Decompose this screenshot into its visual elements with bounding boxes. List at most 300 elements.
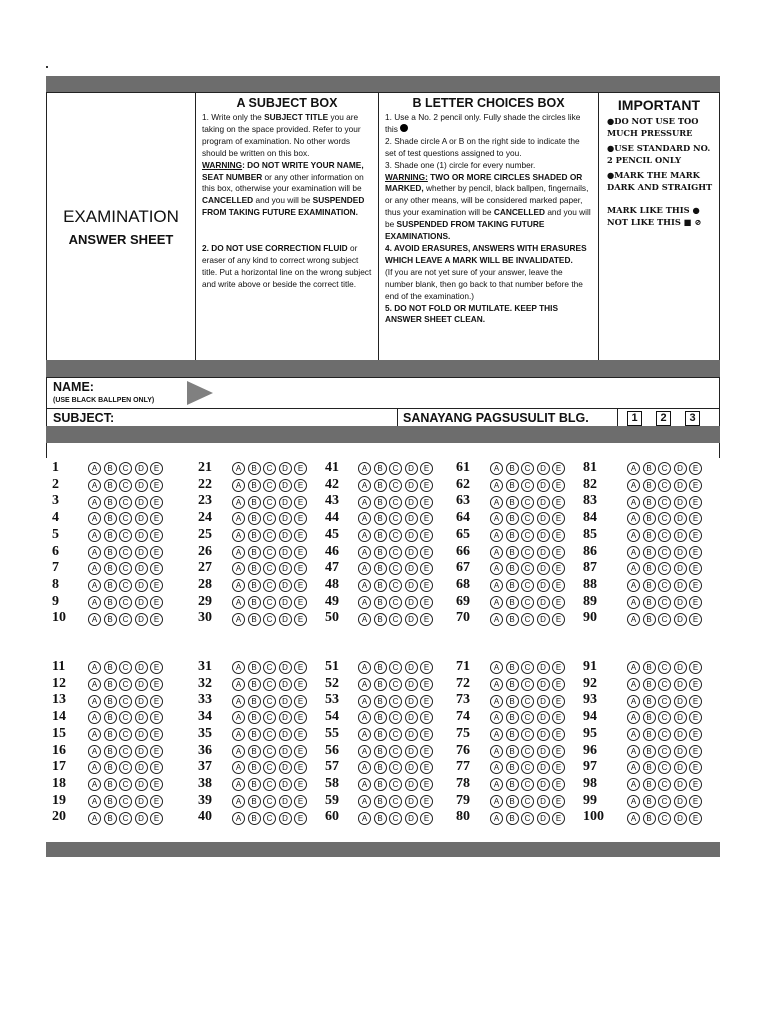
choice-bubble-a[interactable]: A — [490, 761, 503, 774]
choice-bubble-a[interactable]: A — [232, 761, 245, 774]
choice-bubble-c[interactable]: C — [658, 479, 671, 492]
choice-bubble-c[interactable]: C — [389, 512, 402, 525]
choice-bubble-e[interactable]: E — [552, 613, 565, 626]
choice-bubble-e[interactable]: E — [552, 529, 565, 542]
choice-bubble-d[interactable]: D — [674, 529, 687, 542]
choice-bubble-b[interactable]: B — [104, 812, 117, 825]
choice-bubble-c[interactable]: C — [119, 695, 132, 708]
choice-bubble-a[interactable]: A — [490, 546, 503, 559]
choice-bubble-b[interactable]: B — [643, 462, 656, 475]
choice-bubble-d[interactable]: D — [674, 546, 687, 559]
choice-bubble-d[interactable]: D — [135, 728, 148, 741]
choice-bubble-a[interactable]: A — [358, 745, 371, 758]
choice-bubble-e[interactable]: E — [150, 596, 163, 609]
choice-bubble-b[interactable]: B — [104, 795, 117, 808]
choice-bubble-e[interactable]: E — [150, 479, 163, 492]
choice-bubble-e[interactable]: E — [294, 661, 307, 674]
choice-bubble-a[interactable]: A — [232, 579, 245, 592]
choice-bubble-d[interactable]: D — [537, 711, 550, 724]
choice-bubble-b[interactable]: B — [506, 795, 519, 808]
choice-bubble-c[interactable]: C — [263, 529, 276, 542]
choice-bubble-c[interactable]: C — [658, 812, 671, 825]
choice-bubble-e[interactable]: E — [689, 479, 702, 492]
choice-bubble-c[interactable]: C — [658, 795, 671, 808]
choice-bubble-d[interactable]: D — [537, 496, 550, 509]
choice-bubble-e[interactable]: E — [420, 695, 433, 708]
choice-bubble-e[interactable]: E — [689, 812, 702, 825]
choice-bubble-c[interactable]: C — [521, 546, 534, 559]
choice-bubble-c[interactable]: C — [263, 812, 276, 825]
choice-bubble-c[interactable]: C — [263, 512, 276, 525]
choice-bubble-d[interactable]: D — [674, 795, 687, 808]
choice-bubble-c[interactable]: C — [119, 462, 132, 475]
choice-bubble-b[interactable]: B — [506, 529, 519, 542]
choice-bubble-a[interactable]: A — [490, 562, 503, 575]
choice-bubble-a[interactable]: A — [232, 728, 245, 741]
choice-bubble-a[interactable]: A — [627, 479, 640, 492]
choice-bubble-d[interactable]: D — [674, 695, 687, 708]
choice-bubble-b[interactable]: B — [643, 496, 656, 509]
choice-bubble-d[interactable]: D — [537, 512, 550, 525]
choice-bubble-c[interactable]: C — [119, 529, 132, 542]
choice-bubble-e[interactable]: E — [420, 678, 433, 691]
choice-bubble-c[interactable]: C — [263, 795, 276, 808]
choice-bubble-c[interactable]: C — [521, 613, 534, 626]
choice-bubble-a[interactable]: A — [627, 795, 640, 808]
choice-bubble-c[interactable]: C — [658, 596, 671, 609]
choice-bubble-c[interactable]: C — [521, 678, 534, 691]
choice-bubble-b[interactable]: B — [104, 496, 117, 509]
choice-bubble-b[interactable]: B — [374, 778, 387, 791]
choice-bubble-a[interactable]: A — [358, 462, 371, 475]
choice-bubble-c[interactable]: C — [119, 678, 132, 691]
choice-bubble-e[interactable]: E — [150, 711, 163, 724]
choice-bubble-e[interactable]: E — [420, 613, 433, 626]
choice-bubble-d[interactable]: D — [537, 579, 550, 592]
choice-bubble-a[interactable]: A — [627, 546, 640, 559]
choice-bubble-c[interactable]: C — [263, 562, 276, 575]
choice-bubble-c[interactable]: C — [521, 579, 534, 592]
choice-bubble-c[interactable]: C — [521, 596, 534, 609]
choice-bubble-b[interactable]: B — [104, 728, 117, 741]
choice-bubble-b[interactable]: B — [104, 711, 117, 724]
choice-bubble-a[interactable]: A — [490, 613, 503, 626]
choice-bubble-c[interactable]: C — [119, 661, 132, 674]
choice-bubble-d[interactable]: D — [135, 711, 148, 724]
choice-bubble-b[interactable]: B — [248, 661, 261, 674]
choice-bubble-b[interactable]: B — [506, 479, 519, 492]
choice-bubble-d[interactable]: D — [537, 462, 550, 475]
choice-bubble-a[interactable]: A — [232, 613, 245, 626]
choice-bubble-e[interactable]: E — [420, 711, 433, 724]
choice-bubble-b[interactable]: B — [248, 562, 261, 575]
choice-bubble-d[interactable]: D — [405, 761, 418, 774]
choice-bubble-a[interactable]: A — [232, 496, 245, 509]
choice-bubble-c[interactable]: C — [263, 761, 276, 774]
choice-bubble-a[interactable]: A — [627, 596, 640, 609]
choice-bubble-d[interactable]: D — [405, 579, 418, 592]
choice-bubble-e[interactable]: E — [689, 462, 702, 475]
choice-bubble-e[interactable]: E — [420, 479, 433, 492]
choice-bubble-b[interactable]: B — [248, 812, 261, 825]
choice-bubble-e[interactable]: E — [294, 678, 307, 691]
choice-bubble-b[interactable]: B — [643, 695, 656, 708]
choice-bubble-b[interactable]: B — [643, 479, 656, 492]
choice-bubble-b[interactable]: B — [248, 596, 261, 609]
choice-bubble-e[interactable]: E — [689, 745, 702, 758]
choice-bubble-a[interactable]: A — [358, 728, 371, 741]
choice-bubble-b[interactable]: B — [643, 596, 656, 609]
choice-bubble-a[interactable]: A — [358, 613, 371, 626]
choice-bubble-c[interactable]: C — [521, 512, 534, 525]
choice-bubble-b[interactable]: B — [104, 661, 117, 674]
choice-bubble-e[interactable]: E — [552, 795, 565, 808]
choice-bubble-a[interactable]: A — [627, 711, 640, 724]
choice-bubble-e[interactable]: E — [294, 496, 307, 509]
choice-bubble-a[interactable]: A — [358, 678, 371, 691]
choice-bubble-e[interactable]: E — [150, 761, 163, 774]
choice-bubble-e[interactable]: E — [552, 678, 565, 691]
choice-bubble-d[interactable]: D — [674, 613, 687, 626]
choice-bubble-e[interactable]: E — [420, 546, 433, 559]
choice-bubble-d[interactable]: D — [674, 479, 687, 492]
choice-bubble-a[interactable]: A — [627, 529, 640, 542]
choice-bubble-b[interactable]: B — [643, 745, 656, 758]
choice-bubble-e[interactable]: E — [150, 462, 163, 475]
choice-bubble-e[interactable]: E — [294, 562, 307, 575]
choice-bubble-d[interactable]: D — [135, 613, 148, 626]
choice-bubble-b[interactable]: B — [104, 462, 117, 475]
choice-bubble-b[interactable]: B — [643, 678, 656, 691]
choice-bubble-d[interactable]: D — [405, 462, 418, 475]
choice-bubble-e[interactable]: E — [689, 761, 702, 774]
choice-bubble-c[interactable]: C — [263, 579, 276, 592]
choice-bubble-b[interactable]: B — [506, 745, 519, 758]
choice-bubble-c[interactable]: C — [658, 496, 671, 509]
choice-bubble-b[interactable]: B — [248, 695, 261, 708]
choice-bubble-a[interactable]: A — [88, 745, 101, 758]
choice-bubble-b[interactable]: B — [248, 795, 261, 808]
choice-bubble-a[interactable]: A — [232, 711, 245, 724]
choice-bubble-e[interactable]: E — [150, 795, 163, 808]
choice-bubble-c[interactable]: C — [389, 728, 402, 741]
choice-bubble-d[interactable]: D — [279, 812, 292, 825]
choice-bubble-b[interactable]: B — [643, 711, 656, 724]
choice-bubble-c[interactable]: C — [263, 695, 276, 708]
choice-bubble-e[interactable]: E — [420, 496, 433, 509]
choice-bubble-d[interactable]: D — [537, 812, 550, 825]
choice-bubble-e[interactable]: E — [294, 695, 307, 708]
choice-bubble-c[interactable]: C — [263, 613, 276, 626]
choice-bubble-c[interactable]: C — [521, 661, 534, 674]
choice-bubble-e[interactable]: E — [294, 728, 307, 741]
choice-bubble-a[interactable]: A — [232, 661, 245, 674]
choice-bubble-d[interactable]: D — [405, 711, 418, 724]
choice-bubble-a[interactable]: A — [358, 795, 371, 808]
choice-bubble-e[interactable]: E — [294, 479, 307, 492]
choice-bubble-e[interactable]: E — [294, 529, 307, 542]
choice-bubble-b[interactable]: B — [248, 462, 261, 475]
choice-bubble-b[interactable]: B — [374, 728, 387, 741]
choice-bubble-d[interactable]: D — [135, 812, 148, 825]
choice-bubble-e[interactable]: E — [294, 596, 307, 609]
choice-bubble-c[interactable]: C — [389, 613, 402, 626]
choice-bubble-b[interactable]: B — [104, 695, 117, 708]
choice-bubble-b[interactable]: B — [248, 613, 261, 626]
choice-bubble-d[interactable]: D — [279, 512, 292, 525]
choice-bubble-e[interactable]: E — [552, 745, 565, 758]
choice-bubble-b[interactable]: B — [506, 812, 519, 825]
choice-bubble-c[interactable]: C — [119, 711, 132, 724]
choice-bubble-c[interactable]: C — [389, 596, 402, 609]
choice-bubble-d[interactable]: D — [405, 745, 418, 758]
choice-bubble-c[interactable]: C — [389, 711, 402, 724]
choice-bubble-a[interactable]: A — [358, 661, 371, 674]
choice-bubble-d[interactable]: D — [279, 728, 292, 741]
choice-bubble-a[interactable]: A — [88, 678, 101, 691]
choice-bubble-a[interactable]: A — [358, 711, 371, 724]
choice-bubble-d[interactable]: D — [405, 596, 418, 609]
choice-bubble-e[interactable]: E — [689, 695, 702, 708]
choice-bubble-e[interactable]: E — [150, 512, 163, 525]
choice-bubble-a[interactable]: A — [627, 778, 640, 791]
choice-bubble-b[interactable]: B — [248, 761, 261, 774]
choice-bubble-e[interactable]: E — [150, 613, 163, 626]
choice-bubble-b[interactable]: B — [506, 546, 519, 559]
choice-bubble-e[interactable]: E — [294, 745, 307, 758]
choice-bubble-b[interactable]: B — [104, 512, 117, 525]
choice-bubble-e[interactable]: E — [150, 728, 163, 741]
choice-bubble-b[interactable]: B — [104, 745, 117, 758]
choice-bubble-a[interactable]: A — [358, 562, 371, 575]
choice-bubble-c[interactable]: C — [119, 512, 132, 525]
choice-bubble-a[interactable]: A — [627, 745, 640, 758]
choice-bubble-c[interactable]: C — [658, 512, 671, 525]
choice-bubble-b[interactable]: B — [506, 579, 519, 592]
choice-bubble-a[interactable]: A — [627, 661, 640, 674]
choice-bubble-b[interactable]: B — [643, 613, 656, 626]
choice-bubble-e[interactable]: E — [689, 546, 702, 559]
choice-bubble-d[interactable]: D — [405, 661, 418, 674]
choice-bubble-c[interactable]: C — [658, 711, 671, 724]
choice-bubble-c[interactable]: C — [263, 479, 276, 492]
choice-bubble-a[interactable]: A — [490, 462, 503, 475]
choice-bubble-b[interactable]: B — [374, 745, 387, 758]
choice-bubble-e[interactable]: E — [150, 529, 163, 542]
choice-bubble-d[interactable]: D — [279, 562, 292, 575]
choice-bubble-b[interactable]: B — [248, 529, 261, 542]
choice-bubble-b[interactable]: B — [374, 479, 387, 492]
choice-bubble-e[interactable]: E — [294, 546, 307, 559]
choice-bubble-a[interactable]: A — [88, 479, 101, 492]
choice-bubble-a[interactable]: A — [358, 812, 371, 825]
choice-bubble-d[interactable]: D — [405, 529, 418, 542]
choice-bubble-e[interactable]: E — [150, 745, 163, 758]
choice-bubble-a[interactable]: A — [490, 661, 503, 674]
choice-bubble-d[interactable]: D — [135, 479, 148, 492]
choice-bubble-c[interactable]: C — [521, 795, 534, 808]
choice-bubble-a[interactable]: A — [88, 695, 101, 708]
choice-bubble-e[interactable]: E — [150, 812, 163, 825]
choice-bubble-c[interactable]: C — [389, 812, 402, 825]
choice-bubble-d[interactable]: D — [135, 778, 148, 791]
choice-bubble-c[interactable]: C — [521, 562, 534, 575]
choice-bubble-d[interactable]: D — [674, 512, 687, 525]
choice-bubble-d[interactable]: D — [674, 562, 687, 575]
choice-bubble-d[interactable]: D — [405, 795, 418, 808]
choice-bubble-c[interactable]: C — [263, 661, 276, 674]
choice-bubble-e[interactable]: E — [689, 728, 702, 741]
choice-bubble-d[interactable]: D — [674, 728, 687, 741]
test-number-3[interactable]: 3 — [685, 411, 700, 426]
choice-bubble-a[interactable]: A — [88, 812, 101, 825]
choice-bubble-d[interactable]: D — [674, 579, 687, 592]
choice-bubble-c[interactable]: C — [521, 745, 534, 758]
choice-bubble-c[interactable]: C — [389, 745, 402, 758]
choice-bubble-c[interactable]: C — [119, 745, 132, 758]
choice-bubble-d[interactable]: D — [135, 546, 148, 559]
choice-bubble-b[interactable]: B — [643, 761, 656, 774]
choice-bubble-a[interactable]: A — [490, 711, 503, 724]
choice-bubble-b[interactable]: B — [104, 761, 117, 774]
choice-bubble-d[interactable]: D — [405, 695, 418, 708]
choice-bubble-a[interactable]: A — [232, 546, 245, 559]
choice-bubble-e[interactable]: E — [552, 546, 565, 559]
choice-bubble-d[interactable]: D — [537, 728, 550, 741]
choice-bubble-c[interactable]: C — [658, 678, 671, 691]
choice-bubble-d[interactable]: D — [135, 678, 148, 691]
choice-bubble-d[interactable]: D — [537, 596, 550, 609]
choice-bubble-e[interactable]: E — [689, 596, 702, 609]
choice-bubble-c[interactable]: C — [389, 479, 402, 492]
choice-bubble-b[interactable]: B — [248, 546, 261, 559]
choice-bubble-a[interactable]: A — [627, 678, 640, 691]
subject-input[interactable] — [157, 409, 397, 426]
choice-bubble-e[interactable]: E — [420, 795, 433, 808]
choice-bubble-b[interactable]: B — [506, 512, 519, 525]
choice-bubble-d[interactable]: D — [674, 778, 687, 791]
choice-bubble-d[interactable]: D — [279, 661, 292, 674]
choice-bubble-b[interactable]: B — [248, 728, 261, 741]
choice-bubble-e[interactable]: E — [294, 812, 307, 825]
choice-bubble-d[interactable]: D — [135, 496, 148, 509]
choice-bubble-e[interactable]: E — [689, 512, 702, 525]
choice-bubble-b[interactable]: B — [643, 812, 656, 825]
choice-bubble-b[interactable]: B — [374, 462, 387, 475]
choice-bubble-c[interactable]: C — [389, 661, 402, 674]
choice-bubble-a[interactable]: A — [490, 512, 503, 525]
choice-bubble-e[interactable]: E — [294, 462, 307, 475]
choice-bubble-c[interactable]: C — [658, 613, 671, 626]
choice-bubble-c[interactable]: C — [389, 795, 402, 808]
choice-bubble-e[interactable]: E — [150, 778, 163, 791]
choice-bubble-c[interactable]: C — [389, 579, 402, 592]
choice-bubble-d[interactable]: D — [135, 529, 148, 542]
choice-bubble-b[interactable]: B — [248, 579, 261, 592]
choice-bubble-a[interactable]: A — [358, 778, 371, 791]
choice-bubble-c[interactable]: C — [119, 613, 132, 626]
choice-bubble-b[interactable]: B — [248, 678, 261, 691]
choice-bubble-b[interactable]: B — [374, 678, 387, 691]
choice-bubble-d[interactable]: D — [279, 678, 292, 691]
choice-bubble-c[interactable]: C — [658, 579, 671, 592]
choice-bubble-b[interactable]: B — [104, 613, 117, 626]
choice-bubble-a[interactable]: A — [358, 596, 371, 609]
choice-bubble-a[interactable]: A — [627, 812, 640, 825]
choice-bubble-a[interactable]: A — [358, 546, 371, 559]
choice-bubble-a[interactable]: A — [490, 745, 503, 758]
choice-bubble-a[interactable]: A — [490, 795, 503, 808]
choice-bubble-a[interactable]: A — [232, 795, 245, 808]
choice-bubble-d[interactable]: D — [405, 778, 418, 791]
choice-bubble-e[interactable]: E — [552, 812, 565, 825]
choice-bubble-b[interactable]: B — [248, 496, 261, 509]
choice-bubble-e[interactable]: E — [689, 562, 702, 575]
choice-bubble-c[interactable]: C — [658, 462, 671, 475]
choice-bubble-a[interactable]: A — [88, 579, 101, 592]
choice-bubble-c[interactable]: C — [263, 462, 276, 475]
choice-bubble-c[interactable]: C — [521, 462, 534, 475]
choice-bubble-d[interactable]: D — [279, 596, 292, 609]
choice-bubble-a[interactable]: A — [232, 529, 245, 542]
choice-bubble-b[interactable]: B — [374, 812, 387, 825]
choice-bubble-b[interactable]: B — [104, 546, 117, 559]
choice-bubble-e[interactable]: E — [294, 579, 307, 592]
choice-bubble-d[interactable]: D — [135, 596, 148, 609]
choice-bubble-c[interactable]: C — [658, 728, 671, 741]
choice-bubble-b[interactable]: B — [374, 562, 387, 575]
choice-bubble-b[interactable]: B — [374, 579, 387, 592]
choice-bubble-e[interactable]: E — [552, 728, 565, 741]
choice-bubble-e[interactable]: E — [552, 562, 565, 575]
choice-bubble-c[interactable]: C — [389, 462, 402, 475]
choice-bubble-c[interactable]: C — [521, 695, 534, 708]
choice-bubble-d[interactable]: D — [279, 761, 292, 774]
choice-bubble-d[interactable]: D — [135, 462, 148, 475]
choice-bubble-d[interactable]: D — [537, 546, 550, 559]
choice-bubble-a[interactable]: A — [88, 761, 101, 774]
choice-bubble-d[interactable]: D — [135, 661, 148, 674]
choice-bubble-c[interactable]: C — [521, 761, 534, 774]
choice-bubble-c[interactable]: C — [389, 778, 402, 791]
choice-bubble-b[interactable]: B — [104, 596, 117, 609]
choice-bubble-a[interactable]: A — [358, 512, 371, 525]
choice-bubble-d[interactable]: D — [405, 812, 418, 825]
choice-bubble-e[interactable]: E — [420, 579, 433, 592]
choice-bubble-d[interactable]: D — [537, 613, 550, 626]
choice-bubble-c[interactable]: C — [389, 546, 402, 559]
choice-bubble-c[interactable]: C — [119, 579, 132, 592]
choice-bubble-e[interactable]: E — [689, 661, 702, 674]
choice-bubble-b[interactable]: B — [506, 596, 519, 609]
choice-bubble-c[interactable]: C — [521, 728, 534, 741]
choice-bubble-d[interactable]: D — [405, 496, 418, 509]
choice-bubble-e[interactable]: E — [552, 761, 565, 774]
choice-bubble-d[interactable]: D — [537, 761, 550, 774]
choice-bubble-b[interactable]: B — [506, 695, 519, 708]
choice-bubble-b[interactable]: B — [104, 562, 117, 575]
choice-bubble-e[interactable]: E — [552, 496, 565, 509]
choice-bubble-b[interactable]: B — [643, 661, 656, 674]
choice-bubble-e[interactable]: E — [689, 678, 702, 691]
choice-bubble-e[interactable]: E — [689, 496, 702, 509]
choice-bubble-c[interactable]: C — [119, 596, 132, 609]
choice-bubble-c[interactable]: C — [263, 778, 276, 791]
choice-bubble-c[interactable]: C — [119, 812, 132, 825]
choice-bubble-b[interactable]: B — [248, 512, 261, 525]
choice-bubble-c[interactable]: C — [658, 529, 671, 542]
choice-bubble-d[interactable]: D — [537, 529, 550, 542]
